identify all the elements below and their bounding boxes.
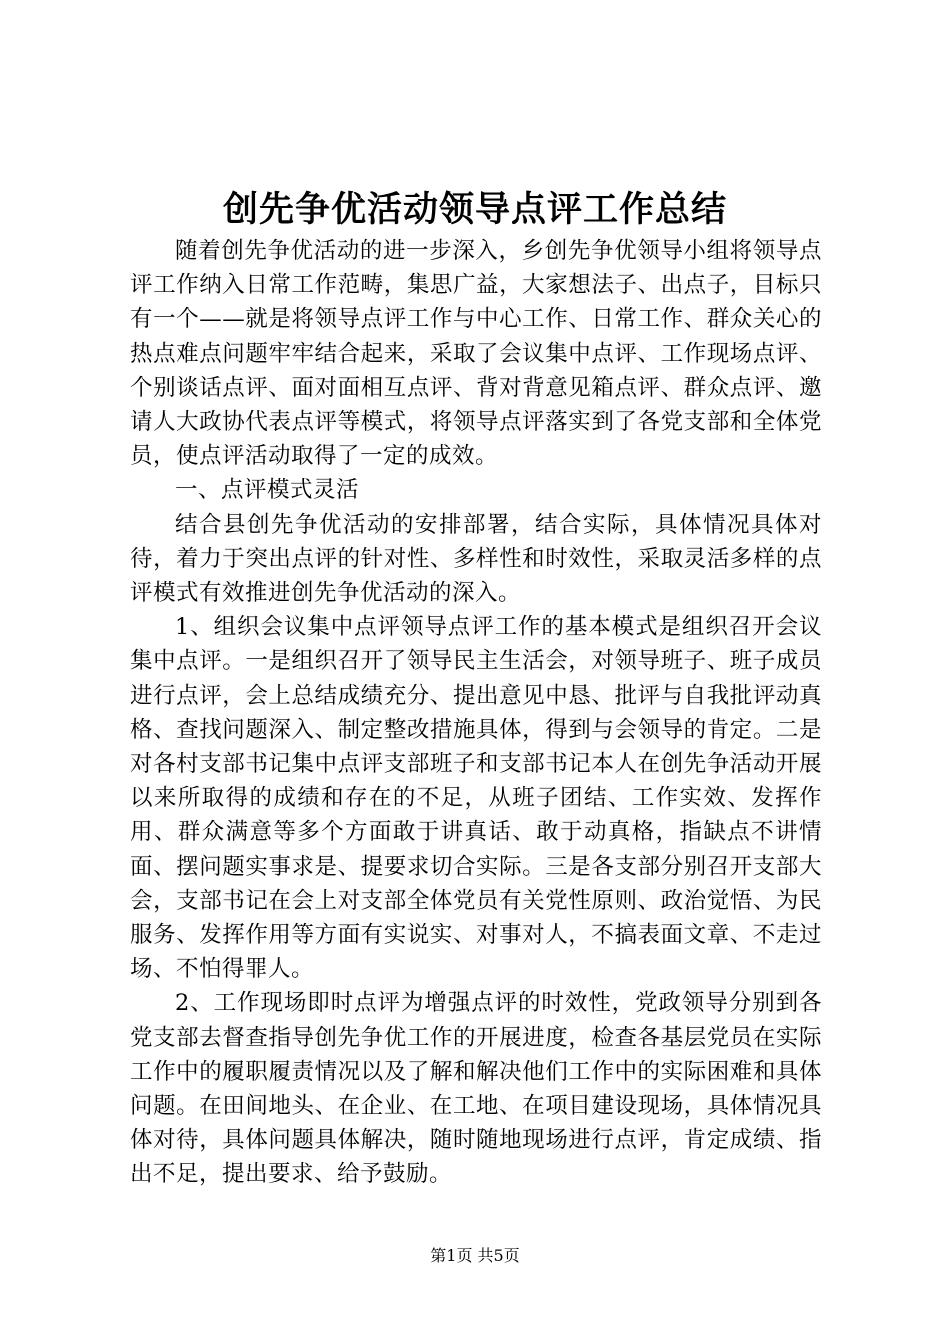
- paragraph-section-1: 结合县创先争优活动的安排部署，结合实际，具体情况具体对待，着力于突出点评的针对性、多样性和时效性，采取灵活多样的点评模式有效推进创先争优活动的深入。: [130, 511, 822, 607]
- paragraph-item-1: 1、组织会议集中点评领导点评工作的基本模式是组织召开会议集中点评。一是组织召开了领导民主生活会，对领导班子、班子成员进行点评，会上总结成绩充分、提出意见中恳、批评与自我批评动真格、查找问题深入、制定整改措施具体，得到与会领导的肯定。二是对各村支部书记集中点评支部班子和支部书记本人在创先争活动开展以来所取得的成绩和存在的不足，从班子团结、工作实效、发挥作用、群众满意等多个方面敢于讲真话、敢于动真格，指缺点不讲情面、摆问题实事求是、提要求切合实际。三是各支部分别召开支部大会，支部书记在会上对支部全体党员有关党性原则、政治觉悟、为民服务、发挥作用等方面有实说实、对事对人，不搞表面文章、不走过场、不怕得罪人。: [130, 614, 822, 983]
- paragraph-intro: 随着创先争优活动的进一步深入，乡创先争优领导小组将领导点评工作纳入日常工作范畴，集思广益，大家想法子、出点子，目标只有一个——就是将领导点评工作与中心工作、日常工作、群众关心的热点难点问题牢牢结合起来，采取了会议集中点评、工作现场点评、个别谈话点评、面对面相互点评、背对背意见箱点评、群众点评、邀请人大政协代表点评等模式，将领导点评落实到了各党支部和全体党员，使点评活动取得了一定的成效。: [130, 238, 822, 470]
- section-heading-1: 一、点评模式灵活: [175, 477, 360, 504]
- document-title: 创先争优活动领导点评工作总结: [222, 189, 727, 230]
- document-body: [130, 234, 822, 1192]
- paragraph-item-2: 2、工作现场即时点评为增强点评的时效性，党政领导分别到各党支部去督查指导创先争优工作的开展进度，检查各基层党员在实际工作中的履职履责情况以及了解和解决他们工作中的实际困难和具体问题。在田间地头、在企业、在工地、在项目建设现场，具体情况具体对待，具体问题具体解决，随时随地现场进行点评，肯定成绩、指出不足，提出要求、给予鼓励。: [130, 990, 822, 1188]
- page-number-footer: 第1页 共5页: [430, 1246, 520, 1265]
